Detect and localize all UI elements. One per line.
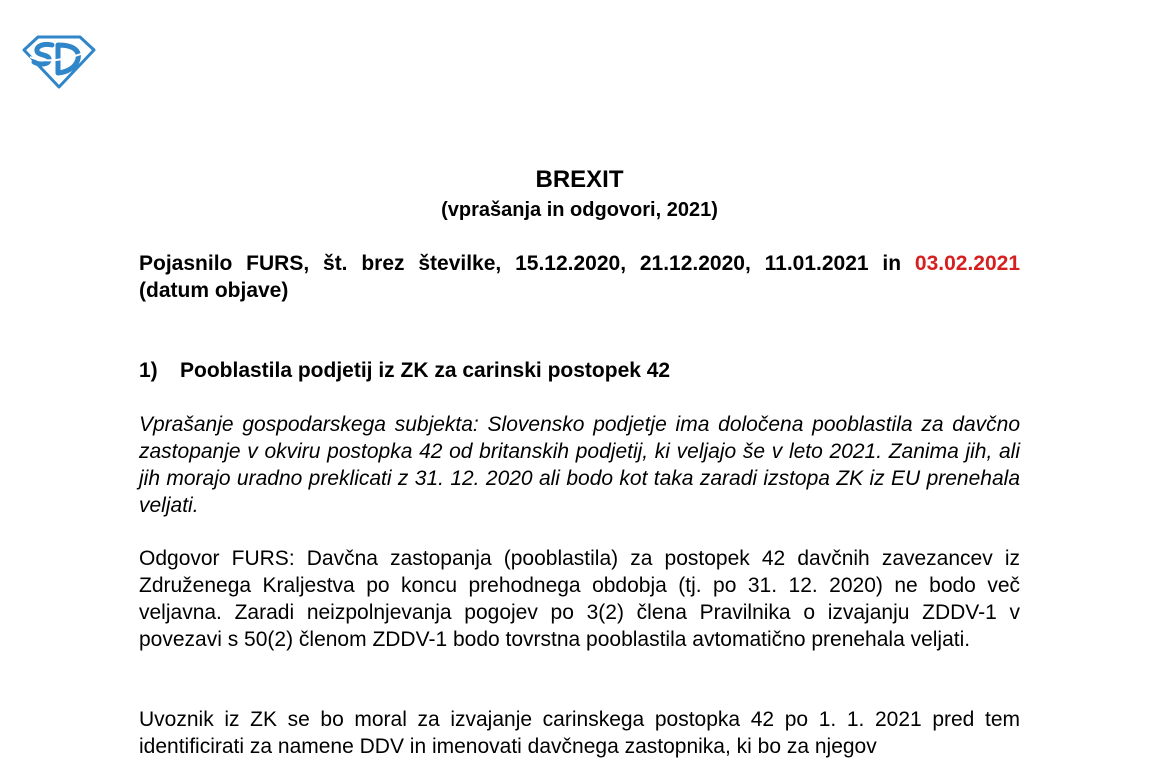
sd-logo-icon [22, 33, 96, 89]
document-subtitle: (vprašanja in odgovori, 2021) [441, 199, 718, 221]
section-number: 1) [139, 359, 158, 382]
source-suffix: (datum objave) [139, 279, 289, 302]
section-title: Pooblastila podjetij iz ZK za carinski postopek 42 [180, 359, 671, 382]
document-title: BREXIT [535, 166, 624, 193]
section-heading [139, 357, 670, 384]
question-paragraph: Vprašanje gospodarskega subjekta: Slovensko podjetje ima določena pooblastila za davčno zastopanje v okviru postopka 42 od britanskih podjetij, ki veljajo še v leto 2021. Zanima jih, ali jih morajo uradno preklicati z 31. 12. 2020 ali bodo kot taka zaradi izstopa ZK iz EU prenehala veljati. [139, 413, 1020, 517]
source-reference [139, 250, 1020, 304]
publication-date-highlight: 03.02.2021 [914, 252, 1020, 275]
answer-continuation-paragraph: Uvoznik iz ZK se bo moral za izvajanje carinskega postopka 42 po 1. 1. 2021 pred tem identificirati za namene DDV in imenovati davčnega zastopnika, ki bo za njegov [139, 708, 1020, 758]
company-logo [22, 33, 96, 89]
answer-paragraph: Odgovor FURS: Davčna zastopanja (pooblastila) za postopek 42 davčnih zavezancev iz Združenega Kraljestva po koncu prehodnega obdobja (tj. po 31. 12. 2020) ne bodo več veljavna. Zaradi neizpolnjevanja pogojev po 3(2) člena Pravilnika o izvajanju ZDDV-1 v povezavi s 50(2) členom ZDDV-1 bodo tovrstna pooblastila avtomatično prenehala veljati. [139, 547, 1020, 651]
source-prefix: Pojasnilo FURS, št. brez številke, 15.12.2020, 21.12.2020, 11.01.2021 in [139, 252, 915, 275]
